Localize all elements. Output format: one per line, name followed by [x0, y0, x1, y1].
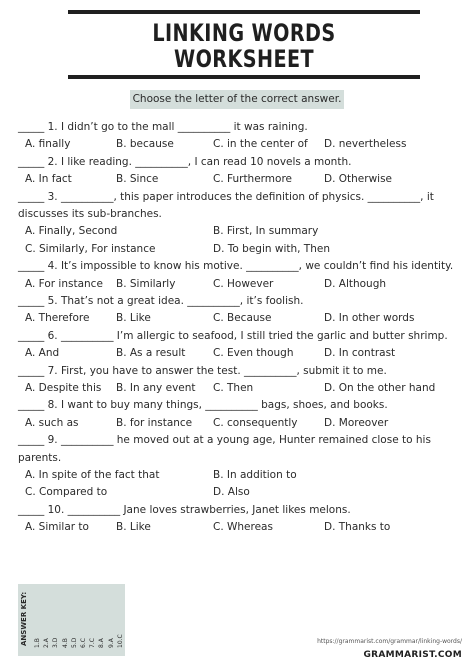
answer-option: B. In any event	[116, 382, 196, 394]
question-text: _____ 3. __________, this paper introduces the definition of physics. __________, it	[18, 190, 434, 203]
answer-option: A. finally	[25, 138, 71, 151]
question-text: _____ 9. __________ he moved out at a young age, Hunter remained close to his	[18, 434, 431, 447]
question-text: _____ 4. It’s impossible to know his motive. __________, we couldn’t find his identity.	[18, 260, 454, 273]
answer-option: D. In other words	[324, 312, 415, 325]
answer-option: D. Moreover	[324, 416, 389, 429]
instruction-banner: Choose the letter of the correct answer.	[130, 90, 344, 109]
answer-option: B. In addition to	[213, 469, 297, 481]
answer-option: D. Otherwise	[324, 173, 393, 186]
question-text: parents.	[18, 451, 62, 464]
answer-option: C. Then	[213, 382, 254, 394]
answer-option: B. Similarly	[116, 277, 176, 290]
answer-key-item: 3.D	[52, 637, 60, 648]
question-text: _____ 5. That’s not a great idea. __________, it’s foolish.	[18, 295, 304, 307]
answer-option: B. First, In summary	[213, 225, 319, 238]
answer-key-title: ANSWER KEY:	[20, 591, 28, 646]
answer-option: C. consequently	[213, 416, 298, 429]
question-text: discusses its sub-branches.	[18, 208, 162, 220]
answer-option: A. For instance	[25, 277, 103, 290]
answer-option: D. In contrast	[324, 347, 396, 360]
answer-key-item: 4.B	[61, 638, 69, 648]
answer-option: A. such as	[25, 416, 79, 429]
answer-option: B. Since	[116, 173, 159, 186]
question-text: _____ 10. __________ Jane loves strawberries, Janet likes melons.	[18, 503, 351, 516]
answer-option: A. And	[25, 347, 60, 360]
answer-key-item: 8.A	[98, 638, 106, 648]
question-text: _____ 7. First, you have to answer the test. __________, submit it to me.	[18, 364, 387, 377]
answer-option: C. in the center of	[213, 138, 308, 151]
answer-option: D. To begin with, Then	[213, 242, 330, 255]
page-title-line1: LINKING WORDS	[152, 19, 336, 47]
answer-option: C. Furthermore	[213, 173, 293, 186]
answer-option: B. because	[116, 138, 174, 151]
answer-option: C. Whereas	[213, 521, 273, 534]
answer-option: C. However	[213, 277, 274, 290]
answer-option: C. Similarly, For instance	[25, 242, 156, 255]
question-text: _____ 8. I want to buy many things, __________ bags, shoes, and books.	[18, 399, 388, 412]
question-text: _____ 6. __________ I’m allergic to seafood, I still tried the garlic and butter shrimp.	[18, 329, 448, 342]
answer-option: A. Similar to	[25, 521, 89, 534]
answer-key-item: 6.C	[80, 638, 87, 648]
answer-key-item: 9.A	[107, 638, 115, 648]
answer-option: D. Thanks to	[324, 521, 391, 534]
answer-option: D. nevertheless	[324, 138, 407, 151]
answer-option: B. Like	[116, 312, 151, 325]
question-text: _____ 1. I didn’t go to the mall __________ it was raining.	[18, 121, 308, 133]
answer-option: B. Like	[116, 521, 151, 534]
answer-key-item: 5.D	[70, 637, 78, 648]
answer-option: C. Because	[213, 312, 272, 325]
answer-option: D. Although	[324, 277, 387, 290]
title-rule-bottom	[68, 75, 420, 79]
answer-option: D. Also	[213, 486, 250, 499]
answer-option: B. As a result	[116, 347, 186, 360]
page-title-line2: WORKSHEET	[174, 45, 314, 73]
question-text: _____ 2. I like reading. __________, I can read 10 novels a month.	[18, 155, 352, 168]
answer-option: C. Even though	[213, 347, 294, 360]
answer-key-item: 1.B	[34, 638, 41, 648]
answer-option: B. for instance	[116, 416, 193, 429]
answer-option: A. In fact	[25, 173, 72, 186]
brand-logo: GRAMMARIST.COM	[363, 650, 462, 660]
answer-option: C. Compared to	[25, 486, 108, 499]
answer-key-item: 7.C	[89, 638, 97, 648]
title-rule-top	[68, 10, 420, 14]
answer-key-box	[18, 584, 125, 656]
source-url: https://grammarist.com/grammar/linking-words/	[317, 638, 462, 645]
answer-option: D. On the other hand	[324, 382, 436, 394]
answer-option: A. Despite this	[25, 382, 102, 394]
answer-key-item: 2.A	[43, 638, 51, 648]
answer-option: A. Therefore	[25, 312, 90, 325]
answer-key-item: 10.C	[116, 634, 124, 648]
answer-option: A. In spite of the fact that	[25, 469, 160, 481]
answer-option: A. Finally, Second	[25, 225, 118, 238]
